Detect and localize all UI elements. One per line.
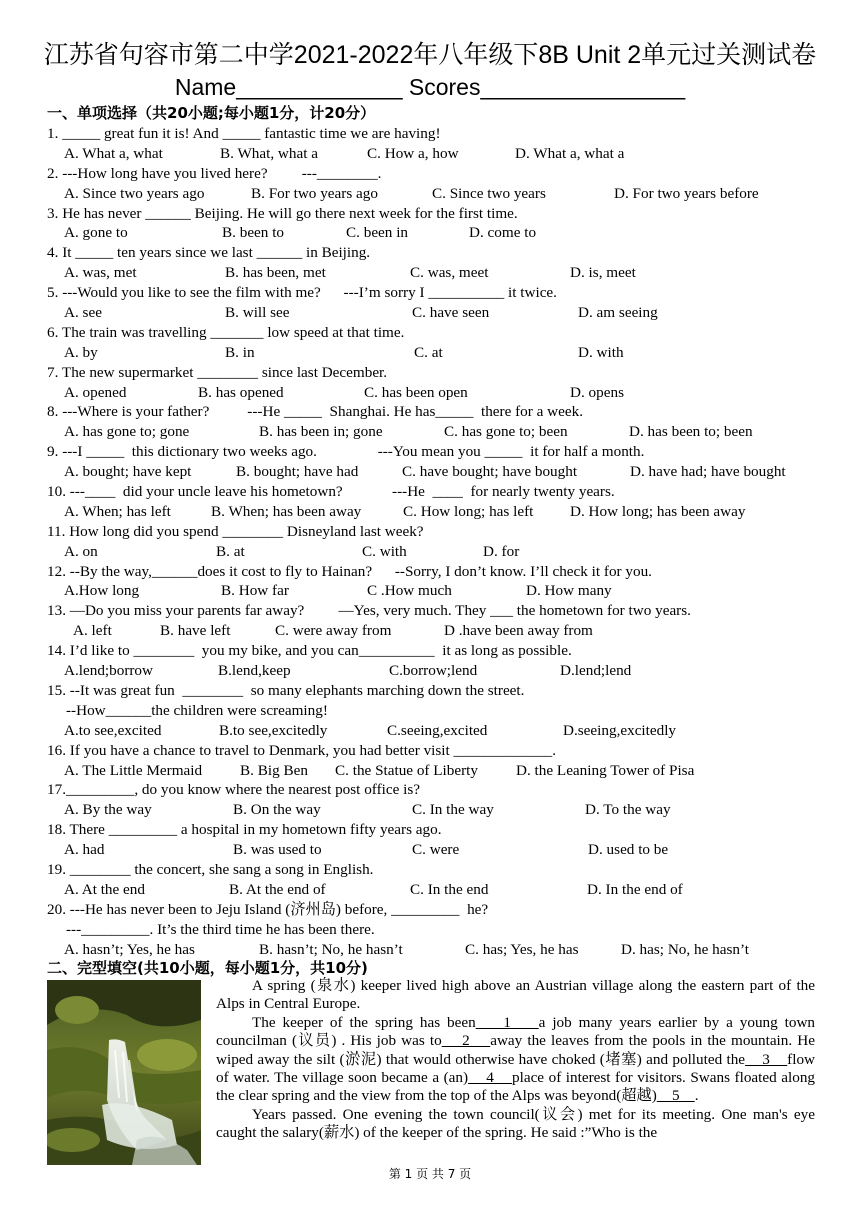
answer-option: B. has opened — [198, 383, 284, 401]
answer-options — [47, 422, 827, 442]
answer-option: A. has gone to; gone — [64, 423, 190, 441]
question-response-line: --How______the children were screaming! — [47, 701, 328, 719]
answer-option: D. opens — [570, 383, 624, 401]
question-stem: 12. --By the way,______does it cost to fly to Hainan? --Sorry, I don’t know. I’ll check it for you. — [47, 562, 652, 580]
answer-option: A. by — [64, 343, 98, 361]
answer-option: D. the Leaning Tower of Pisa — [516, 761, 695, 779]
answer-options — [47, 303, 827, 323]
answer-option: A. At the end — [64, 880, 145, 898]
cloze-blank: 4 — [468, 1069, 513, 1087]
answer-options — [47, 542, 827, 562]
answer-option: D. What a, what a — [515, 144, 625, 162]
answer-option: B.to see,excitedly — [219, 721, 328, 739]
answer-option: C. have bought; have bought — [402, 463, 578, 481]
answer-option: D. In the end of — [587, 880, 683, 898]
answer-option: B. has been, met — [225, 264, 326, 282]
answer-option: D. for — [483, 542, 520, 560]
answer-option: C. How long; has left — [403, 502, 534, 520]
answer-option: C. How a, how — [367, 144, 459, 162]
answer-option: C. the Statue of Liberty — [335, 761, 478, 779]
question-stem: 13. —Do you miss your parents far away? —Yes, very much. They ___ the hometown for two years. — [47, 602, 691, 620]
cloze-blank: 5 — [656, 1087, 695, 1105]
passage-text: . — [694, 1087, 699, 1105]
passage-paragraph — [216, 1106, 815, 1143]
question-stem: 19. ________ the concert, she sang a song in English. — [47, 860, 374, 878]
answer-option: D .have been away from — [444, 622, 593, 640]
answer-options — [47, 880, 827, 900]
cloze-blank: 1 — [475, 1013, 539, 1031]
question-stem: 6. The train was travelling _______ low speed at that time. — [47, 323, 405, 341]
answer-option: C. with — [362, 542, 407, 560]
answer-options — [47, 383, 827, 403]
answer-option: B. At the end of — [229, 880, 326, 898]
answer-option: C.seeing,excited — [387, 721, 488, 739]
answer-option: D. To the way — [585, 801, 671, 819]
question-stem: 11. How long did you spend ________ Disneyland last week? — [47, 522, 424, 540]
answer-option: C. has been open — [364, 383, 468, 401]
answer-options — [47, 223, 827, 243]
question-response-line: ---_________. It’s the third time he has been there. — [47, 920, 375, 938]
cloze-blank: 3 — [745, 1050, 788, 1068]
answer-option: A. What a, what — [64, 144, 163, 162]
answer-option: C. been in — [346, 224, 409, 242]
exam-title: 江苏省句容市第二中学2021-2022年八年级下8B Unit 2单元过关测试卷 — [43, 41, 817, 69]
passage-paragraph — [216, 977, 815, 1014]
answer-options — [47, 800, 827, 820]
answer-option: C. were — [412, 841, 460, 859]
answer-option: C. were away from — [275, 622, 392, 640]
answer-option: D. with — [578, 343, 624, 361]
answer-options — [47, 263, 827, 283]
question-stem: 18. There _________ a hospital in my hometown fifty years ago. — [47, 821, 442, 839]
answer-options — [47, 581, 827, 601]
question-stem: 16. If you have a chance to travel to Denmark, you had better visit _____________. — [47, 741, 557, 759]
answer-option: A. gone to — [64, 224, 128, 242]
answer-option: C. at — [414, 343, 443, 361]
question-stem: 2. ---How long have you lived here? ---________. — [47, 164, 382, 182]
question-stem: 7. The new supermarket ________ since last December. — [47, 363, 388, 381]
page-footer: 第 1 页 共 7 页 — [388, 1167, 472, 1181]
question-stem: 10. ---____ did your uncle leave his hometown? ---He ____ for nearly twenty years. — [47, 483, 615, 501]
answer-option: B. will see — [225, 304, 290, 322]
answer-option: B. How far — [221, 582, 289, 600]
answer-option: D.lend;lend — [560, 662, 632, 680]
multiple-choice-list — [47, 124, 827, 959]
section1-heading: 一、单项选择（共20小题;每小题1分，计20分） — [47, 104, 376, 122]
answer-options — [47, 343, 827, 363]
question-stem: 20. ---He has never been to Jeju Island (济州岛) before, _________ he? — [47, 900, 489, 918]
answer-option: A. see — [64, 304, 102, 322]
passage-text: flow of water. The village soon became a (an) — [216, 1050, 816, 1087]
answer-option: B. What, what a — [220, 144, 318, 162]
answer-option: B. have left — [160, 622, 231, 640]
answer-option: D. used to be — [588, 841, 669, 859]
answer-option: C.borrow;lend — [389, 662, 478, 680]
answer-option: C. has gone to; been — [444, 423, 568, 441]
answer-option: A. was, met — [64, 264, 137, 282]
question-stem: 1. _____ great fun it is! And _____ fantastic time we are having! — [47, 125, 441, 142]
answer-option: B. Big Ben — [240, 761, 308, 779]
question-stem: 5. ---Would you like to see the film with me? ---I’m sorry I __________ it twice. — [47, 284, 557, 302]
question-stem: 9. ---I _____ this dictionary two weeks ago. ---You mean you _____ it for half a month. — [47, 443, 645, 461]
answer-option: A. Since two years ago — [64, 184, 205, 202]
answer-option: A.to see,excited — [64, 721, 162, 739]
waterfall-photo — [47, 980, 201, 1165]
answer-option: C .How much — [367, 582, 452, 600]
answer-option: D. How long; has been away — [570, 502, 746, 520]
passage-paragraph — [216, 1014, 815, 1106]
answer-option: B. For two years ago — [251, 184, 378, 202]
answer-option: D. come to — [469, 224, 537, 242]
answer-option: B. On the way — [233, 801, 321, 819]
answer-option: A.How long — [64, 582, 140, 600]
passage-text: place of interest for visitors. Swans floated along the clear spring and the view from the top of the Alps was beyond(超越) — [216, 1069, 816, 1105]
question-stem: 3. He has never ______ Beijing. He will go there next week for the first time. — [47, 204, 518, 222]
answer-option: A. The Little Mermaid — [64, 761, 203, 779]
question-stem: 8. ---Where is your father? ---He _____ Shanghai. He has_____ there for a week. — [47, 403, 584, 421]
answer-option: B. was used to — [233, 841, 322, 859]
answer-option: B. When; has been away — [211, 502, 362, 520]
answer-option: B. has been in; gone — [259, 423, 383, 441]
answer-option: A. opened — [64, 383, 127, 401]
answer-option: B.lend,keep — [218, 662, 291, 680]
answer-option: A. left — [73, 622, 112, 640]
question-stem: 15. --It was great fun ________ so many elephants marching down the street. — [47, 681, 525, 699]
answer-option: B. been to — [222, 224, 285, 242]
answer-option: D. has; No, he hasn’t — [621, 940, 749, 958]
answer-options — [47, 502, 827, 522]
answer-option: C. In the way — [412, 801, 494, 819]
section2-heading: 二、完型填空(共10小题，每小题1分，共10分) — [47, 959, 368, 977]
answer-options — [47, 940, 827, 960]
passage-text: The keeper of the spring has been — [252, 1013, 476, 1031]
question-stem: 4. It _____ ten years since we last ______ in Beijing. — [47, 244, 371, 262]
answer-option: D. How many — [526, 582, 612, 600]
answer-option: A. By the way — [64, 801, 152, 819]
passage-text: Years passed. One evening the town council(议会) met for its meeting. One man's eye caught the salary(薪水) of the keeper of the spring. He said :”Who is the — [216, 1105, 815, 1142]
answer-option: B. in — [225, 343, 255, 361]
passage-text: A spring (泉水) keeper lived high above an Austrian village along the eastern part of the Alps in Central Europe. — [216, 977, 815, 1013]
answer-option: B. hasn’t; No, he hasn’t — [259, 940, 403, 958]
answer-option: A. When; has left — [64, 502, 171, 520]
passage-text: a job many years earlier by a young town councilman (议员) . His job was to — [216, 1013, 816, 1050]
answer-option: A. on — [64, 542, 98, 560]
answer-option: C. have seen — [412, 304, 490, 322]
cloze-blank: 2 — [441, 1032, 491, 1050]
answer-options — [47, 462, 827, 482]
answer-option: D. have had; have bought — [630, 463, 786, 481]
answer-option: A.lend;borrow — [64, 662, 153, 680]
answer-options — [47, 721, 827, 741]
answer-option: C. In the end — [410, 880, 489, 898]
answer-option: C. was, meet — [410, 264, 489, 282]
answer-option: B. bought; have had — [236, 463, 359, 481]
answer-options — [47, 144, 827, 164]
answer-options — [47, 661, 827, 681]
answer-option: A. bought; have kept — [64, 463, 192, 481]
answer-option: B. at — [216, 542, 245, 560]
passage-text: away the leaves from the pools in the mountain. He wiped away the silt (淤泥) that would otherwise have choked (堵塞) and polluted the — [216, 1032, 815, 1068]
cloze-passage — [216, 977, 815, 1143]
answer-options — [47, 621, 827, 641]
question-stem: 17._________, do you know where the nearest post office is? — [47, 781, 420, 799]
answer-option: D.seeing,excitedly — [563, 721, 677, 739]
question-stem: 14. I’d like to ________ you my bike, and you can__________ it as long as possible. — [47, 642, 572, 660]
answer-options — [47, 761, 827, 781]
answer-options — [47, 840, 827, 860]
answer-option: C. Since two years — [432, 184, 546, 202]
answer-option: A. had — [64, 841, 105, 859]
answer-option: D. For two years before — [614, 184, 759, 202]
answer-option: C. has; Yes, he has — [465, 940, 579, 958]
answer-option: D. is, meet — [570, 264, 636, 282]
answer-option: D. has been to; been — [629, 423, 753, 441]
answer-option: A. hasn’t; Yes, he has — [64, 940, 195, 958]
answer-options — [47, 184, 827, 204]
answer-option: D. am seeing — [578, 304, 658, 322]
name-scores-line: Name_____________ Scores________________ — [174, 74, 686, 100]
